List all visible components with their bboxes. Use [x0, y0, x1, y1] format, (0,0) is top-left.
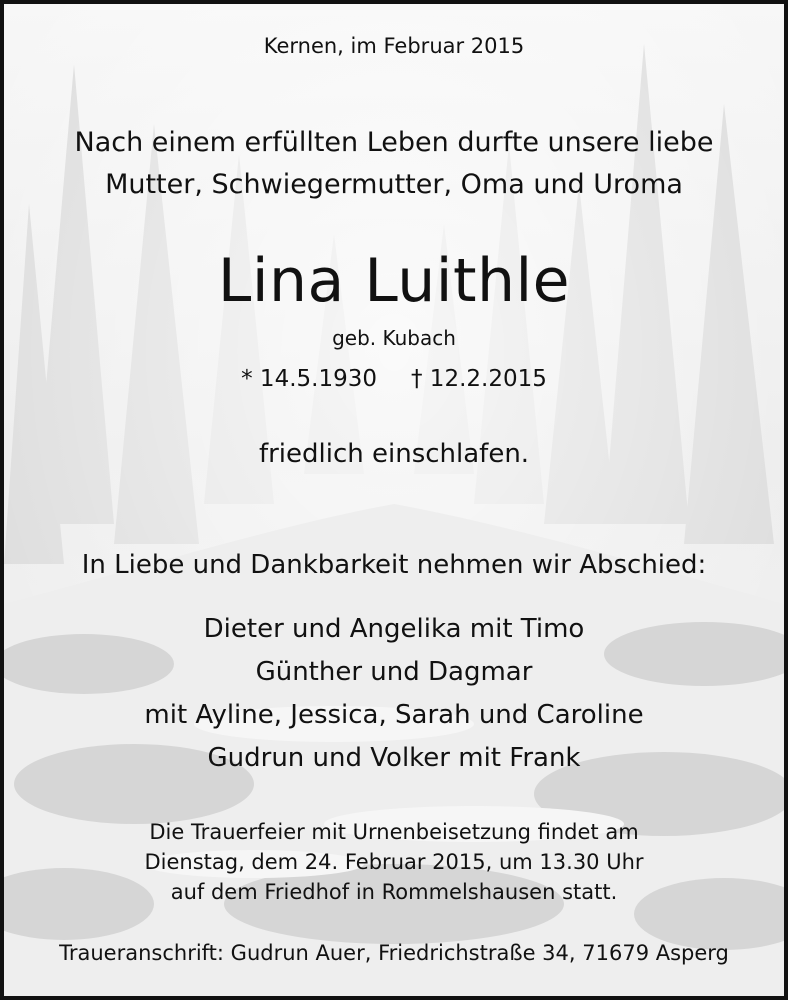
- mourning-address: Traueranschrift: Gudrun Auer, Friedrichstraße 34, 71679 Asperg: [59, 941, 729, 965]
- intro-text: [4, 122, 784, 206]
- closing-text: friedlich einschlafen.: [258, 439, 530, 469]
- maiden-name: geb. Kubach: [332, 326, 456, 350]
- family-line: Dieter und Angelika mit Timo: [203, 614, 585, 644]
- service-line: Dienstag, dem 24. Februar 2015, um 13.30 Uhr: [144, 850, 644, 874]
- family-list: [4, 608, 784, 780]
- family-line: Günther und Dagmar: [255, 657, 533, 687]
- farewell-text: In Liebe und Dankbarkeit nehmen wir Abschied:: [81, 550, 707, 580]
- family-line: mit Ayline, Jessica, Sarah und Caroline: [144, 700, 644, 730]
- service-line: Die Trauerfeier mit Urnenbeisetzung findet am: [149, 820, 639, 844]
- place-date: Kernen, im Februar 2015: [263, 34, 525, 58]
- deceased-name: Lina Luithle: [217, 246, 571, 316]
- family-line: Gudrun und Volker mit Frank: [207, 743, 581, 773]
- notice-text: [4, 4, 784, 996]
- birth-date: * 14.5.1930: [241, 366, 377, 392]
- intro-line: Nach einem erfüllten Leben durfte unsere liebe: [74, 127, 714, 158]
- death-date: † 12.2.2015: [411, 366, 547, 392]
- service-line: auf dem Friedhof in Rommelshausen statt.: [170, 880, 618, 904]
- service-info: [4, 817, 784, 907]
- intro-line: Mutter, Schwiegermutter, Oma und Uroma: [105, 169, 683, 200]
- life-dates: [4, 366, 784, 392]
